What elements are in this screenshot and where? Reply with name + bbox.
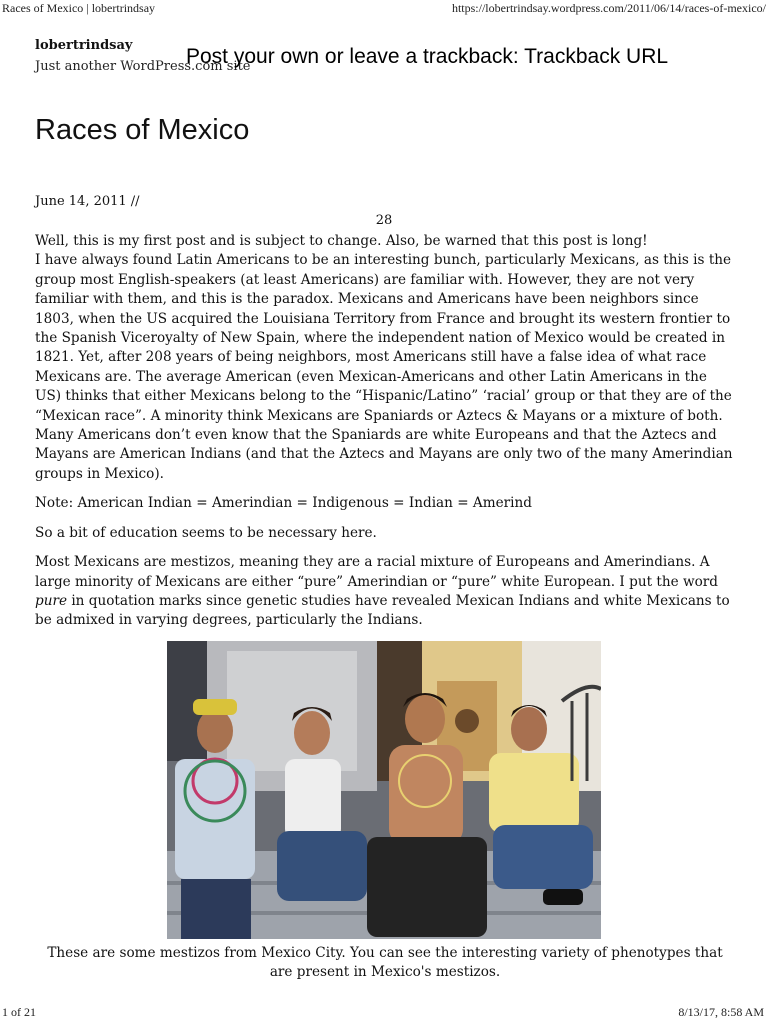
page-count: 1 of 21	[2, 1005, 36, 1019]
emphasis-pure: pure	[35, 592, 67, 609]
paragraph	[35, 553, 735, 631]
paragraph-text: in quotation marks since genetic studies have revealed Mexican Indians and white Mexicans to be admixed in varying degrees, particularly the Indians.	[35, 592, 730, 629]
post-photo	[167, 641, 601, 939]
paragraph-text: Most Mexicans are mestizos, meaning they are a racial mixture of Europeans and Amerindians. A large minority of Mexicans are either “pure” Amerindian or “pure” white European. I put the word	[35, 554, 718, 590]
site-tagline: Just another WordPress.com site	[35, 59, 251, 74]
comment-count[interactable]: 28	[375, 213, 393, 228]
print-footer	[0, 1006, 768, 1024]
paragraph: I have always found Latin Americans to be an interesting bunch, particularly Mexicans, as this is the group most English-speakers (at least Americans) are familiar with. However, they are not very familiar with them, and this is the paradox. Mexicans and Americans have been neighbors since 1803, when the US acquired the Louisiana Territory from France and brought its western frontier to the Spanish Viceroyalty of New Spain, where the independent nation of Mexico would be created in 1821. Yet, after 208 years of being neighbors, most Americans still have a false idea of what race Mexicans are. The average American (even Mexican-Americans and other Latin Americans in the US) thinks that either Mexicans belong to the “Hispanic/Latino” ‘racial’ group or that they are of the “Mexican race”. A minority think Mexicans are Spaniards or Aztecs & Mayans or a mixture of both. Many Americans don’t even know that the Spaniards are white Europeans and that the Aztecs and Mayans are American Indians (and that the Aztecs and Mayans are only two of the many Amerindian groups in Mexico).	[35, 252, 733, 482]
print-header	[0, 0, 768, 18]
site-name[interactable]: lobertrindsay	[35, 38, 133, 53]
print-timestamp: 8/13/17, 8:58 AM	[678, 1005, 764, 1019]
post-date: June 14, 2011 //	[35, 194, 140, 209]
print-header-url: https://lobertrindsay.wordpress.com/2011/06/14/races-of-mexico/	[451, 1, 766, 15]
photo-caption: These are some mestizos from Mexico City. You can see the interesting variety of phenotypes that are present in Mexico's mestizos.	[47, 945, 723, 980]
paragraph: So a bit of education seems to be necessary here.	[35, 524, 377, 541]
post-title: Races of Mexico	[35, 114, 250, 146]
print-header-title: Races of Mexico | lobertrindsay	[2, 1, 156, 15]
trackback-notice[interactable]: Post your own or leave a trackback: Trackback URL	[186, 45, 669, 68]
paragraph: Well, this is my first post and is subject to change. Also, be warned that this post is long!	[35, 233, 648, 249]
post-content	[35, 232, 735, 631]
paragraph: Note: American Indian = Amerindian = Indigenous = Indian = Amerind	[35, 495, 532, 512]
